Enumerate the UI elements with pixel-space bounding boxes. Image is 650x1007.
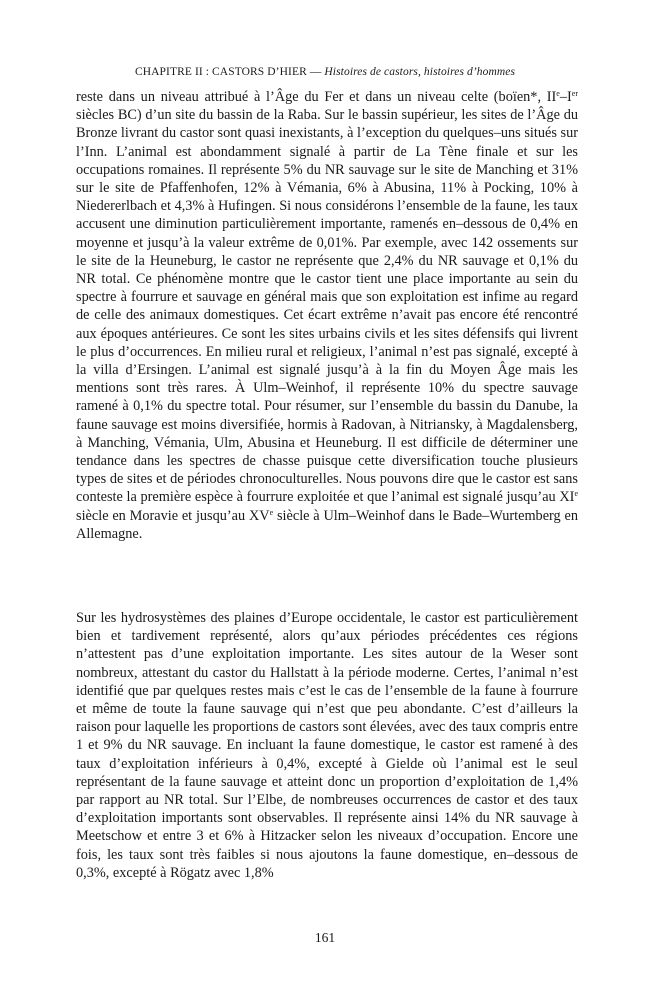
superscript: er bbox=[571, 89, 578, 98]
book-subtitle: Histoires de castors, histoires d’hommes bbox=[324, 66, 516, 78]
chapter-title: CHAPITRE II : CASTORS D’HIER — bbox=[134, 66, 322, 78]
page-number: 161 bbox=[314, 930, 336, 945]
paragraph-text: Sur les hydrosystèmes des plaines d’Europe occidentale, le castor est particulièrement bien et tardivement représenté, alors qu’aux périodes précédentes ces régions n’attestent pas d’une exploitation importante. Les sites autour de la Weser sont nombreux, attestant du castor du Hallstatt à la période moderne. Certes, l’animal n’est identifié que par quelques restes mais c’est le cas de l’ensemble de la faune à fourrure et même de toute la faune sauvage qui n’est que peu abondante. C’est d’ailleurs la raison pour laquelle les proportions de castors sont élevées, avec des taux compris entre 1 et 9% du NR sauvage. En incluant la faune domestique, le castor est ramené à des taux d’exploitation inférieurs à 0,4%, excepté à Gielde où l’animal est le seul représentant de la faune sauvage et atteint donc un proportion d’exploitation de 1,4% par rapport au NR total. Sur l’Elbe, de nombreuses occurrences de castor et des taux d’exploitation importants sont observables. Il représente ainsi 14% du NR sauvage à Meetschow et entre 3 et 6% à Hitzacker selon les niveaux d’occupation. Encore une fois, les taux sont très faibles si nous ajoutons la faune domestique, en–dessous de 0,3%, excepté à Rögatz avec 1,8% bbox=[76, 610, 578, 881]
paragraph-segment: siècles BC) d’un site du bassin de la Raba. Sur le bassin supérieur, les sites de l’Âge du Bronze livrant du castor sont quasi inexistants, à l’exception du quelques–uns situés sur l’Inn. L’animal est abondamment signalé à partir de La Tène finale et sur les occupations romaines. Il représente 5% du NR sauvage sur le site de Manching et 31% sur le site de Pfaffenhofen, 12% à Vémania, 6% à Abusina, 11% à Pocking, 10% à Niedererlbach et 4,3% à Hufingen. Si nous considérons l’ensemble de la faune, les taux accusent une diminution particulièrement importante, ramenés en–dessous de 0,4% en moyenne et jusqu’à la valeur extrême de 0,01%. Par exemple, avec 142 ossements sur le site de la Heuneburg, le castor ne représente que 2,4% du NR sauvage et 0,1% du NR total. Ce phénomène montre que le castor tient une place importante au sein du spectre à fourrure et sauvage en général mais que son exploitation est infime au regard de celle des animaux domestiques. Cet écart extrême n’avait pas encore été rencontré aux époques antérieures. Ce sont les sites urbains civils et les sites défensifs qui livrent le plus d’occurrences. En milieu rural et religieux, l’animal n’est pas signalé, excepté à la villa d’Ersingen. L’animal est signalé jusqu’à à la fin du Moyen Âge mais les mentions sont très rares. À Ulm–Weinhof, il représente 10% du spectre sauvage ramené à 0,1% du spectre total. Pour résumer, sur l’ensemble du bassin du Danube, la faune sauvage est moins diversifiée, hormis à Radovan, à Nitriansky, à Magdalensberg, à Manching, Vémania, Ulm, Abusina et Heuneburg. Il est difficile de déterminer une tendance dans les spectres de chasse puisque cette diversification touche plusieurs types de sites et de périodes chronoculturelles. Nous pouvons dire que le castor est sans conteste la première espèce à fourrure exploitée et que l’animal est signalé jusqu’au XI bbox=[76, 107, 578, 506]
superscript: e bbox=[574, 489, 578, 499]
superscript: e bbox=[556, 89, 560, 98]
superscript: e bbox=[269, 507, 274, 517]
paragraph-segment: siècle à Ulm–Weinhof dans le Bade–Wurtemberg en Allemagne. bbox=[76, 507, 578, 542]
body-paragraph-1 bbox=[76, 88, 578, 543]
paragraph-segment: siècle en Moravie et jusqu’au XV bbox=[76, 507, 270, 524]
body-paragraph-2 bbox=[76, 609, 578, 882]
paragraph-text bbox=[76, 88, 578, 543]
paragraph-segment: reste dans un niveau attribué à l’Âge du Fer et dans un niveau celte (boïen*, II bbox=[76, 89, 557, 105]
paragraph-segment: –I bbox=[559, 89, 572, 105]
running-header bbox=[0, 66, 650, 78]
